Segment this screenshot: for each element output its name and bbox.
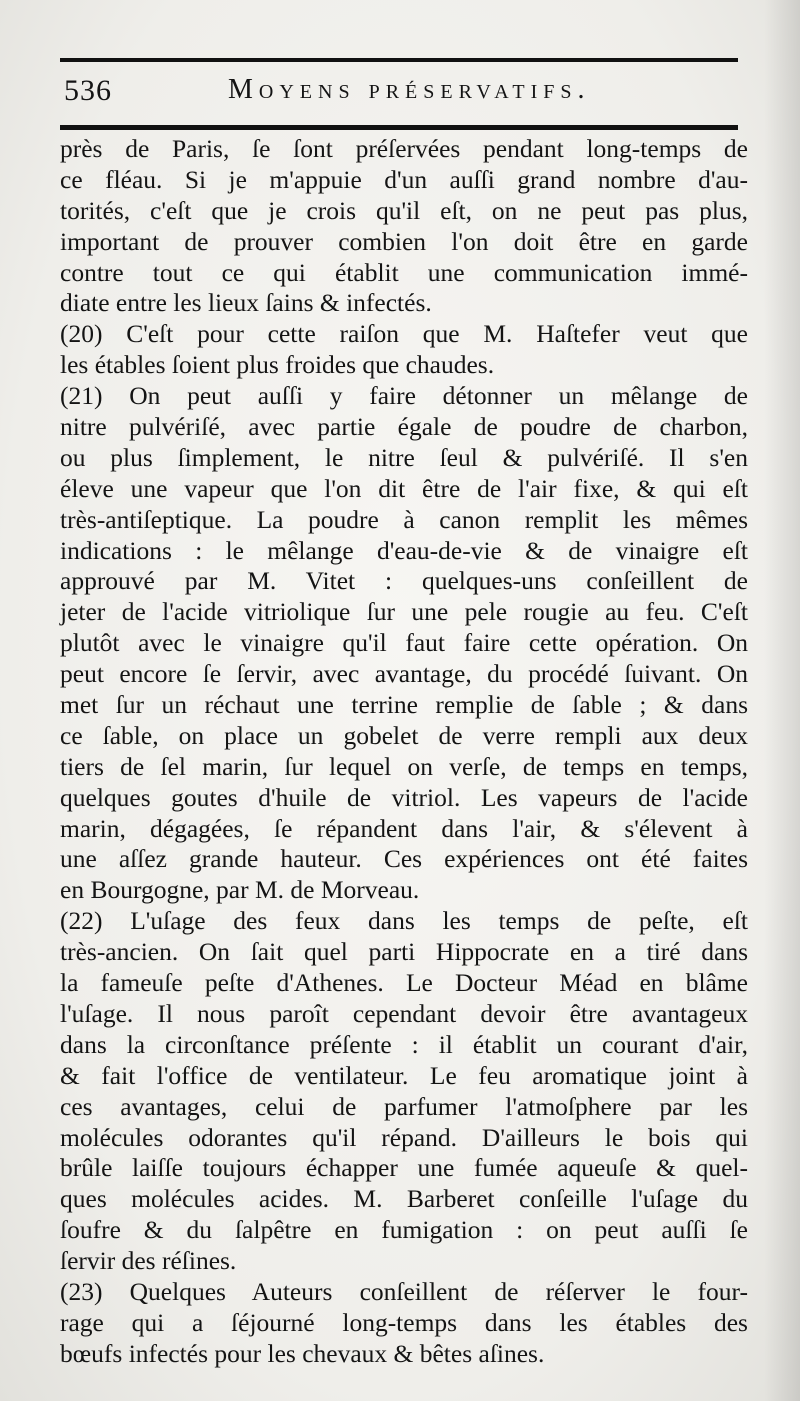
text-line: diate entre les lieux ſains & infectés. [60, 288, 432, 318]
text-line: brûle laiſſe toujours échapper une fumée aqueuſe & quel- [60, 1153, 748, 1183]
text-line: & fait l'office de ventilateur. Le feu aromatique joint à [60, 1060, 748, 1090]
text-line: rage qui a ſéjourné long-temps dans les étables des [60, 1307, 748, 1337]
body-text [60, 134, 748, 1370]
text-line: peut encore ſe ſervir, avec avantage, du procédé ſuivant. On [60, 659, 748, 689]
text-line: les étables ſoient plus froides que chaudes. [60, 350, 495, 380]
page-number: 536 [64, 74, 112, 107]
text-line: en Bourgogne, par M. de Morveau. [60, 875, 420, 905]
page-header [60, 64, 750, 118]
text-line: bœufs infectés pour les chevaux & bêtes aſines. [60, 1338, 545, 1368]
text-line: indications : le mêlange d'eau-de-vie & de vinaigre eſt [60, 535, 748, 565]
text-line: quelques goutes d'huile de vitriol. Les vapeurs de l'acide [60, 782, 748, 812]
text-line: jeter de l'acide vitriolique ſur une pele rougie au feu. C'eſt [60, 597, 748, 627]
text-line: (21) On peut auſſi y faire détonner un mêlange de [60, 381, 748, 411]
text-line: dans la circonſtance préſente : il établit un courant d'air, [60, 1029, 748, 1059]
text-line: (23) Quelques Auteurs conſeillent de réſerver le four- [60, 1276, 748, 1306]
text-line: ce fléau. Si je m'appuie d'un auſſi grand nombre d'au- [60, 164, 748, 194]
running-title: Moyens préservatifs. [228, 74, 591, 105]
text-line: molécules odorantes qu'il répand. D'ailleurs le bois qui [60, 1122, 748, 1152]
text-line: près de Paris, ſe ſont préſervées pendant long-temps de [60, 134, 748, 163]
text-line: important de prouver combien l'on doit être en garde [60, 226, 748, 256]
text-line: très-ancien. On ſait quel parti Hippocrate en a tiré dans [60, 937, 748, 967]
text-line: la fameuſe peſte d'Athenes. Le Docteur Méad en blâme [60, 968, 748, 998]
text-line: ces avantages, celui de parfumer l'atmoſphere par les [60, 1091, 748, 1121]
text-line: (22) L'uſage des feux dans les temps de peſte, eſt [60, 906, 748, 936]
text-line: plutôt avec le vinaigre qu'il faut faire cette opération. On [60, 628, 748, 658]
text-line: ce ſable, on place un gobelet de verre rempli aux deux [60, 720, 748, 750]
text-line: contre tout ce qui établit une communication immé- [60, 257, 748, 287]
text-line: ou plus ſimplement, le nitre ſeul & pulvériſé. Il s'en [60, 442, 748, 472]
header-rule-top [60, 58, 738, 62]
text-line: ques molécules acides. M. Barberet conſeille l'uſage du [60, 1184, 748, 1214]
text-line: marin, dégagées, ſe répandent dans l'air, & s'élevent à [60, 813, 748, 843]
text-line: une aſſez grande hauteur. Ces expériences ont été faites [60, 844, 748, 874]
text-line: éleve une vapeur que l'on dit être de l'air fixe, & qui eſt [60, 473, 748, 503]
text-line: nitre pulvériſé, avec partie égale de poudre de charbon, [60, 412, 748, 442]
text-line: tiers de ſel marin, ſur lequel on verſe, de temps en temps, [60, 751, 748, 781]
text-line: approuvé par M. Vitet : quelques-uns conſeillent de [60, 566, 748, 596]
header-rule-bottom [60, 125, 738, 130]
text-line: ſoufre & du ſalpêtre en fumigation : on peut auſſi ſe [60, 1215, 748, 1245]
text-line: l'uſage. Il nous paroît cependant devoir être avantageux [60, 998, 748, 1028]
text-line: torités, c'eſt que je crois qu'il eſt, on ne peut pas plus, [60, 195, 748, 225]
text-line: (20) C'eſt pour cette raiſon que M. Haſtefer veut que [60, 319, 748, 349]
text-line: ſervir des réſines. [60, 1246, 237, 1276]
text-line: très-antiſeptique. La poudre à canon remplit les mêmes [60, 504, 748, 534]
text-line: met ſur un réchaut une terrine remplie de ſable ; & dans [60, 690, 748, 720]
